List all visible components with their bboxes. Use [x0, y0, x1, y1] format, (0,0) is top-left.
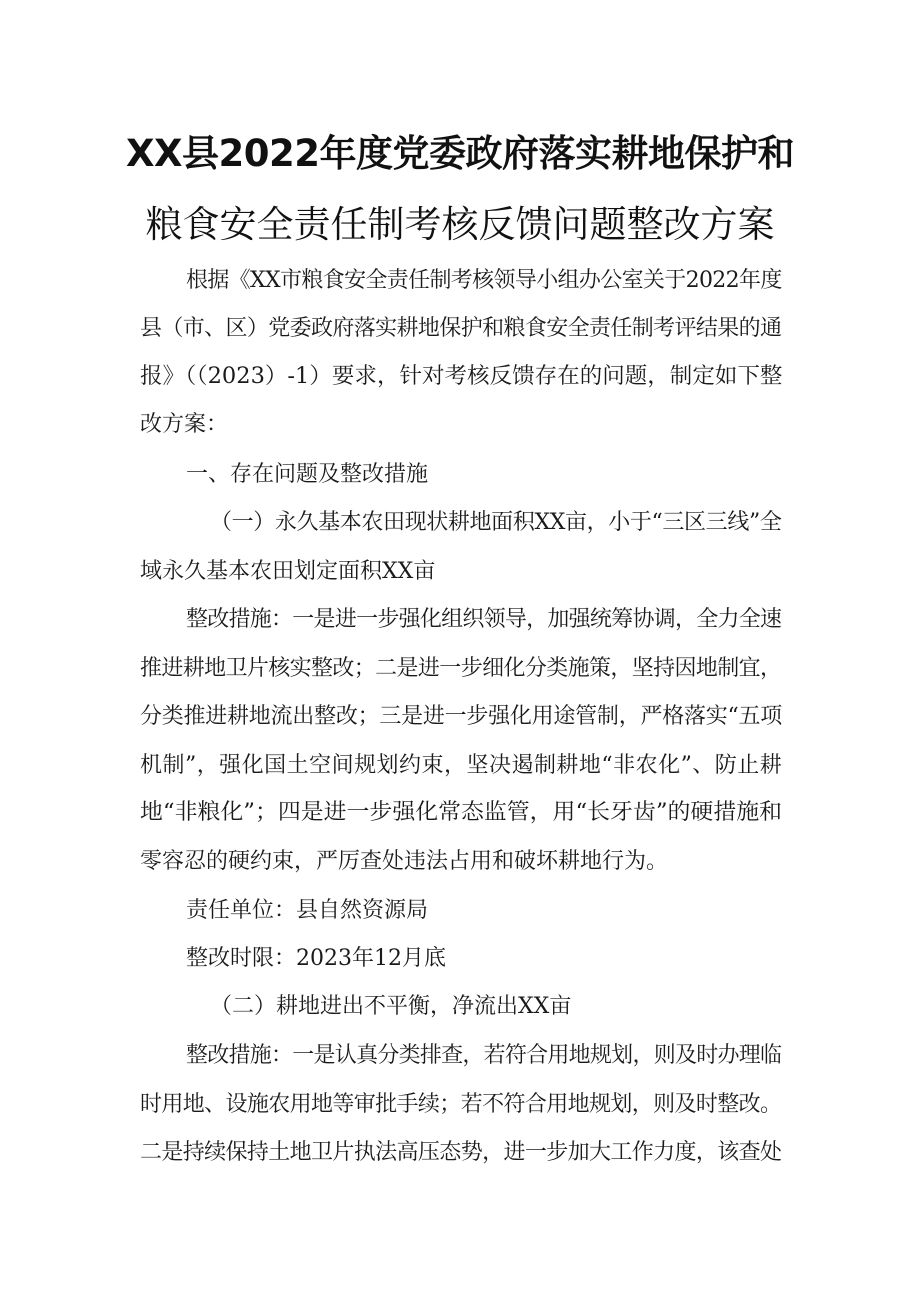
document-title-line-1: XX县2022年度党委政府落实耕地保护和	[125, 132, 795, 175]
document-title-line-2: 粮食安全责任制考核反馈问题整改方案	[145, 203, 775, 246]
body-line: 改方案：	[140, 412, 229, 437]
body-line: 根据《XX市粮食安全责任制考核领导小组办公室关于2022年度	[186, 268, 782, 293]
body-line: 报》（（2023）-1）要求，针对考核反馈存在的问题，制定如下整	[140, 364, 783, 389]
body-line: 零容忍的硬约束，严厉查处违法占用和破坏耕地行为。	[140, 849, 669, 874]
body-line: 时用地、设施农用地等审批手续；若不符合用地规划，则及时整改。	[140, 1092, 782, 1117]
body-line: 县（市、区）党委政府落实耕地保护和粮食安全责任制考评结果的通	[140, 316, 782, 341]
body-line: 推进耕地卫片核实整改；二是进一步细化分类施策，坚持因地制宜，	[140, 656, 782, 681]
body-line: 整改措施：一是认真分类排查，若符合用地规划，则及时办理临	[186, 1043, 782, 1068]
body-line: 整改措施：一是进一步强化组织领导，加强统筹协调，全力全速	[186, 607, 782, 632]
section-heading: 一、存在问题及整改措施	[186, 462, 429, 487]
subsection-heading: （一）永久基本农田现状耕地面积XX亩，小于“三区三线”全	[210, 510, 782, 535]
subsection-heading: （二）耕地进出不平衡，净流出XX亩	[210, 994, 572, 1019]
body-line: 地“非粮化”；四是进一步强化常态监管，用“长牙齿”的硬措施和	[140, 800, 782, 825]
body-line: 分类推进耕地流出整改；三是进一步强化用途管制，严格落实“五项	[140, 704, 783, 729]
body-line: 机制”，强化国土空间规划约束，坚决遏制耕地“非农化”、防止耕	[140, 753, 783, 778]
responsible-unit: 责任单位：县自然资源局	[186, 898, 429, 923]
body-line: 域永久基本农田划定面积XX亩	[140, 559, 436, 584]
body-line: 二是持续保持土地卫片执法高压态势，进一步加大工作力度，该查处	[140, 1140, 782, 1165]
deadline: 整改时限：2023年12月底	[186, 946, 446, 971]
